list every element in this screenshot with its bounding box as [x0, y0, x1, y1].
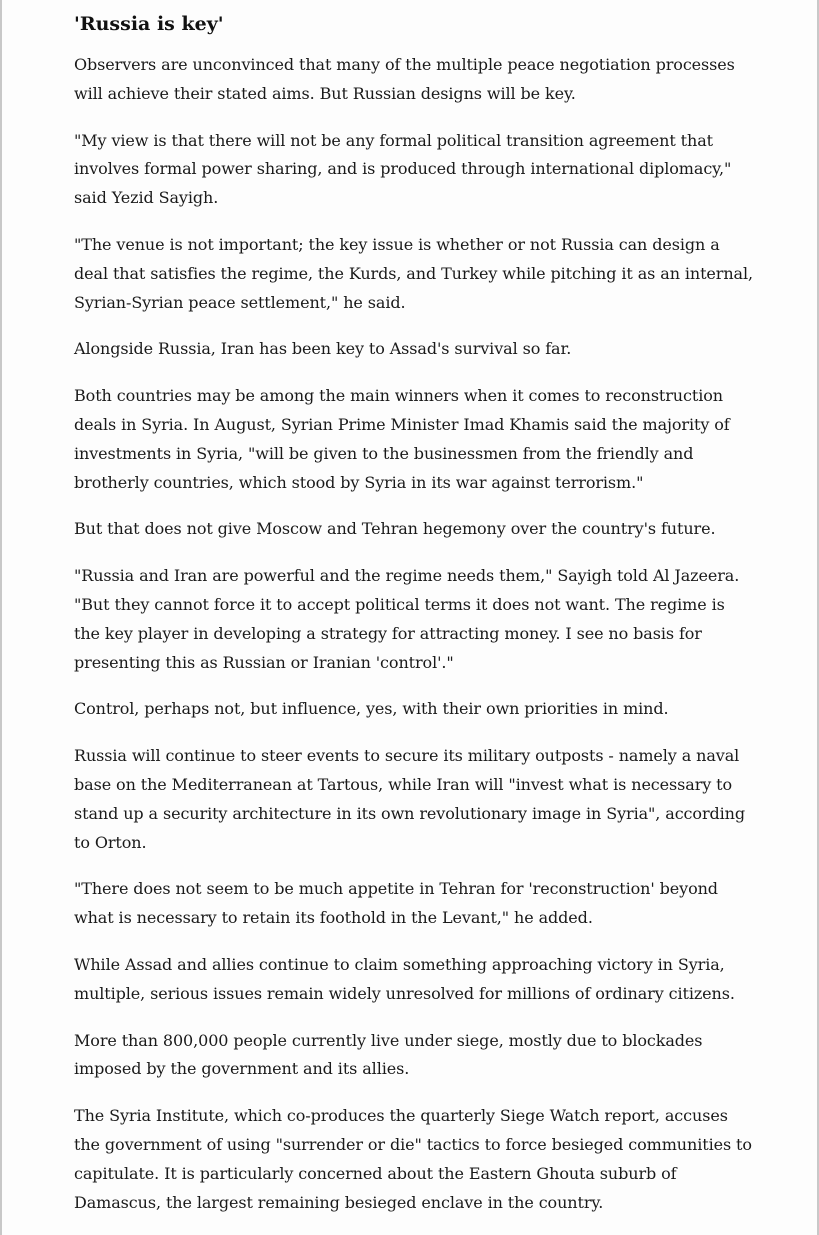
paragraph: Observers are unconvinced that many of the multiple peace negotiation processes will achieve their stated aims. But Russian designs will be key. [74, 55, 735, 103]
article-body [74, 6, 754, 1235]
paragraph: "Russia and Iran are powerful and the regime needs them," Sayigh told Al Jazeera. "But they cannot force it to accept political terms it does not want. The regime is the key player in developing a strategy for attracting money. I see no basis for presenting this as Russian or Iranian 'control'." [74, 566, 740, 672]
paragraph: The Syria Institute, which co-produces the quarterly Siege Watch report, accuses the government of using "surrender or die" tactics to force besieged communities to capitulate. It is particularly concerned about the Eastern Ghouta suburb of Damascus, the largest remaining besieged enclave in the country. [74, 1106, 752, 1212]
paragraph: "My view is that there will not be any formal political transition agreement that involves formal power sharing, and is produced through international diplomacy," said Yezid Sayigh. [74, 130, 732, 208]
paragraph: Control, perhaps not, but influence, yes, with their own priorities in mind. [74, 699, 669, 719]
paragraph: Both countries may be among the main winners when it comes to reconstruction deals in Syria. In August, Syrian Prime Minister Imad Khamis said the majority of investments in Syria, "will be given to the businessmen from the friendly and brotherly countries, which stood by Syria in its war against terrorism." [74, 386, 730, 492]
paragraph: "The venue is not important; the key issue is whether or not Russia can design a deal that satisfies the regime, the Kurds, and Turkey while pitching it as an internal, Syrian-Syrian peace settlement," he said. [74, 234, 753, 312]
paragraph: More than 800,000 people currently live under siege, mostly due to blockades imposed by the government and its allies. [74, 1030, 703, 1079]
paragraph: Alongside Russia, Iran has been key to Assad's survival so far. [74, 339, 572, 359]
paragraph: "There does not seem to be much appetite in Tehran for 'reconstruction' beyond what is necessary to retain its foothold in the Levant," he added. [74, 879, 718, 928]
paragraph: But that does not give Moscow and Tehran hegemony over the country's future. [74, 519, 716, 539]
paragraph: While Assad and allies continue to claim something approaching victory in Syria, multiple, serious issues remain widely unresolved for millions of ordinary citizens. [74, 954, 735, 1003]
section-heading: 'Russia is key' [74, 13, 224, 35]
paragraph: Russia will continue to steer events to secure its military outposts - namely a naval base on the Mediterranean at Tartous, while Iran will "invest what is necessary to stand up a security architecture in its own revolutionary image in Syria", according to Orton. [74, 746, 745, 852]
